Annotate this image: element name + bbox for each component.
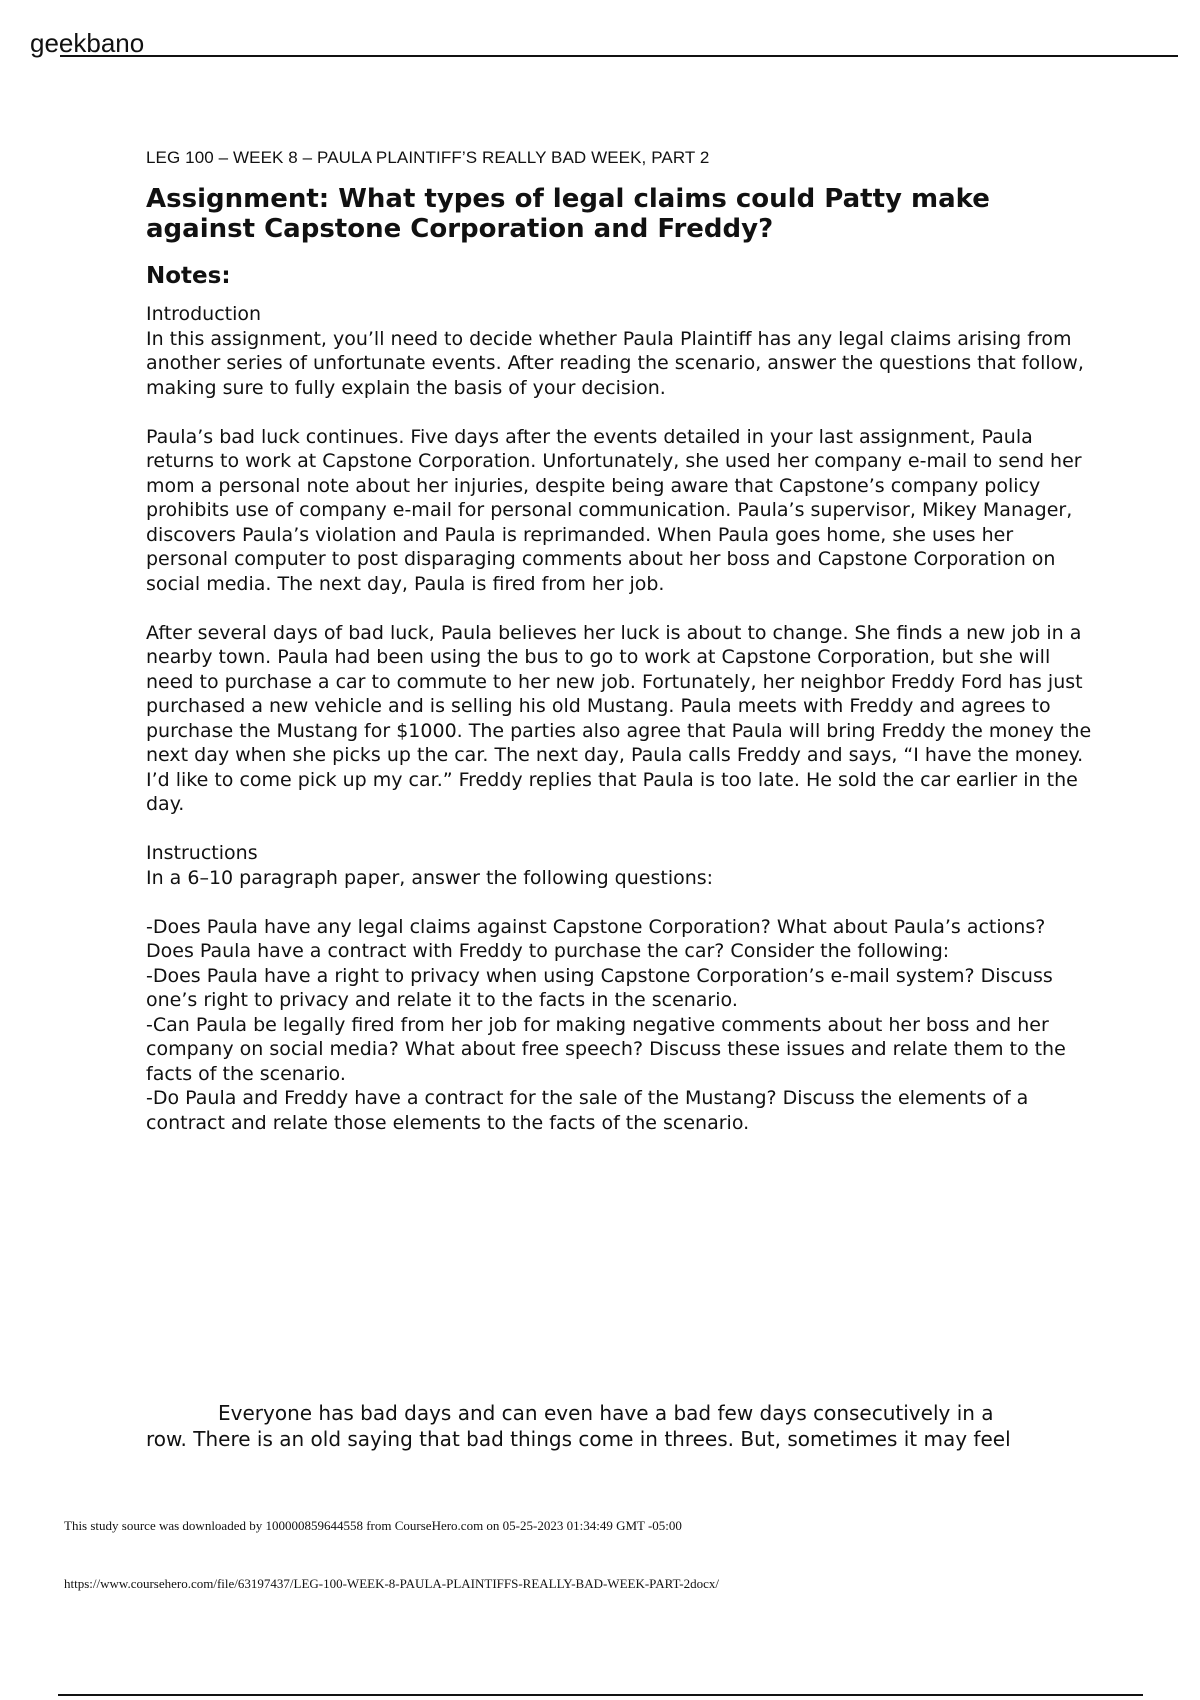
course-week-label: LEG 100 – WEEK 8 – PAULA PLAINTIFF’S REALLY BAD WEEK, PART 2 <box>146 148 710 167</box>
essay-line: row. There is an old saying that bad things come in threes. But, sometimes it may feel <box>146 1427 1011 1451</box>
scenario-paragraph-1: Paula’s bad luck continues. Five days after the events detailed in your last assignment, Paula returns to work at Capstone Corporation. Unfortunately, she used her company e-mail to send her mom a personal note about her injuries, despite being aware that Capstone’s company policy prohibits use of company e-mail for personal communication. Paula’s supervisor, Mikey Manager, discovers Paula’s violation and Paula is reprimanded. When Paula goes home, she uses her personal computer to post disparaging comments about her boss and Capstone Corporation on social media. The next day, Paula is fired from her job. <box>146 425 1082 595</box>
essay-line: Everyone has bad days and can even have a bad few days consecutively in a <box>218 1401 994 1425</box>
assignment-title: Assignment: What types of legal claims could Patty make against Capstone Corporation and Freddy? <box>146 184 990 244</box>
question-item: -Can Paula be legally fired from her job for making negative comments about her boss and her company on social media? What about free speech? Discuss these issues and relate them to the facts of the scenario. <box>146 1013 1066 1085</box>
essay-opening <box>146 1400 1096 1452</box>
brand-logo-text: geekbano <box>30 28 145 58</box>
notes-heading: Notes: <box>146 263 231 289</box>
download-source-note: This study source was downloaded by 100000859644558 from CourseHero.com on 05-25-2023 01:34:49 GMT -05:00 <box>64 1518 682 1533</box>
introduction-heading: Introduction <box>146 303 262 325</box>
header-divider <box>60 55 1178 57</box>
instructions-heading: Instructions <box>146 842 258 864</box>
instructions-paragraph: In a 6–10 paragraph paper, answer the following questions: <box>146 866 714 889</box>
introduction-paragraph: In this assignment, you’ll need to decide whether Paula Plaintiff has any legal claims arising from another series of unfortunate events. After reading the scenario, answer the questions that follow, making sure to fully explain the basis of your decision. <box>146 327 1084 399</box>
question-item: -Does Paula have a right to privacy when using Capstone Corporation’s e-mail system? Discuss one’s right to privacy and relate it to the facts in the scenario. <box>146 964 1053 1011</box>
question-item: -Does Paula have any legal claims against Capstone Corporation? What about Paula’s actions? Does Paula have a contract with Freddy to purchase the car? Consider the following: <box>146 915 1046 962</box>
document-body <box>146 148 1096 1135</box>
source-url[interactable]: https://www.coursehero.com/file/63197437/LEG-100-WEEK-8-PAULA-PLAINTIFFS-REALLY-BAD-WEEK-PART-2docx/ <box>64 1576 719 1591</box>
footer-divider <box>58 1694 1143 1696</box>
question-item: -Do Paula and Freddy have a contract for the sale of the Mustang? Discuss the elements of a contract and relate those elements to the facts of the scenario. <box>146 1087 1029 1134</box>
scenario-paragraph-2: After several days of bad luck, Paula believes her luck is about to change. She finds a new job in a nearby town. Paula had been using the bus to go to work at Capstone Corporation, but she will need to purchase a car to commute to her new job. Fortunately, her neighbor Freddy Ford has just purchased a new vehicle and is selling his old Mustang. Paula meets with Freddy and agrees to purchase the Mustang for $1000. The parties also agree that Paula will bring Freddy the money the next day when she picks up the car. The next day, Paula calls Freddy and says, “I have the money. I’d like to come pick up my car.” Freddy replies that Paula is too late. He sold the car earlier in the day. <box>146 621 1092 815</box>
